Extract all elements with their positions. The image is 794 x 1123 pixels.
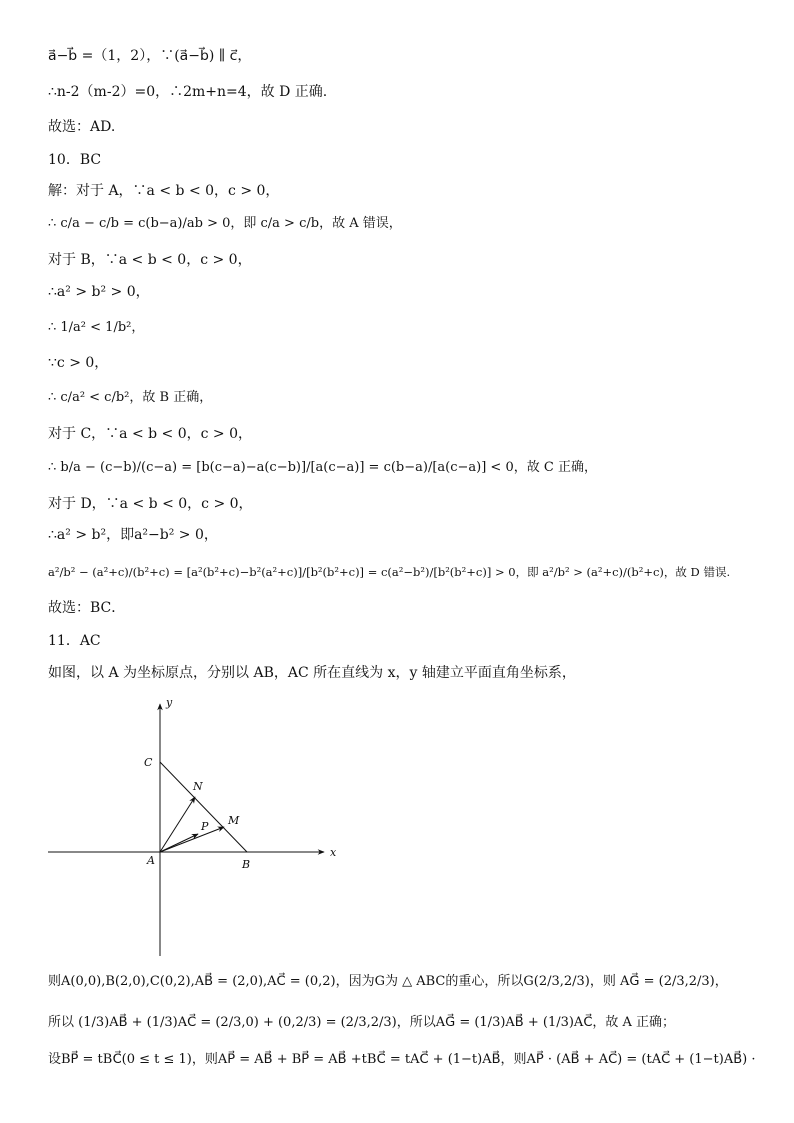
text-line-6: ∴ c/a − c/b = c(b−a)/ab > 0，即 c/a > c/b，故 A 错误，: [48, 216, 402, 231]
label-b: B: [242, 858, 251, 871]
text-line-13: ∴ b/a − (c−b)/(c−a) = [b(c−a)−a(c−b)]/[a(c−a)] = c(b−a)/[a(c−a)] < 0，故 C 正确，: [48, 460, 597, 475]
text-line-20: 则A(0,0),B(2,0),C(0,2),AB⃗ = (2,0),AC⃗ = (0,2)，因为G为 △ ABC的重心，所以G(2/3,2/3)，则 AG⃗ = (2/3,2/3)，: [48, 974, 728, 989]
text-line-19: 如图，以 A 为坐标原点，分别以 AB，AC 所在直线为 x，y 轴建立平面直角坐标系，: [48, 665, 576, 681]
text-line-5: 解：对于 A，∵a < b < 0，c > 0，: [48, 183, 280, 199]
text-line-2: ∴n-2（m-2）=0，∴2m+n=4，故 D 正确.: [48, 84, 328, 100]
label-y: y: [166, 696, 173, 709]
text-line-22: 设BP⃗ = tBC⃗(0 ≤ t ≤ 1)，则AP⃗ = AB⃗ + BP⃗ = AB⃗ +tBC⃗ = tAC⃗ + (1−t)AB⃗，则AP⃗ · (AB⃗ + AC⃗) = (tAC⃗ + (1−t)AB⃗) ·: [48, 1052, 756, 1067]
text-line-11: ∴ c/a² < c/b²，故 B 正确，: [48, 390, 213, 405]
question-heading-11: 11．AC: [48, 633, 101, 649]
label-p: P: [201, 820, 209, 833]
label-a: A: [147, 854, 155, 867]
vector-am: [160, 827, 224, 852]
label-n: N: [193, 780, 203, 793]
segment-cb: [160, 762, 247, 852]
text-line-1: a⃗−b⃗ =（1，2），∵(a⃗−b⃗) ∥ c⃗，: [48, 48, 252, 64]
label-x: x: [330, 846, 337, 859]
text-line-21: 所以 (1/3)AB⃗ + (1/3)AC⃗ = (2/3,0) + (0,2/3) = (2/3,2/3)，所以AG⃗ = (1/3)AB⃗ + (1/3)AC⃗，故 A 正确；: [48, 1015, 676, 1030]
question-heading-10: 10．BC: [48, 152, 102, 168]
coordinate-diagram: [40, 694, 340, 958]
label-m: M: [228, 814, 240, 827]
text-line-3: 故选：AD.: [48, 119, 116, 135]
text-line-12: 对于 C，∵a < b < 0，c > 0，: [48, 426, 253, 442]
text-line-14: 对于 D，∵a < b < 0，c > 0，: [48, 496, 253, 512]
text-line-17: 故选：BC．: [48, 600, 126, 616]
text-line-16: a²/b² − (a²+c)/(b²+c) = [a²(b²+c)−b²(a²+c)]/[b²(b²+c)] = c(a²−b²)/[b²(b²+c)] > 0，即 a²/b² > (a²+c)/(b²+c)，故 D 错误.: [48, 565, 731, 579]
text-line-15: ∴a² > b²，即a²−b² > 0，: [48, 527, 218, 543]
text-line-9: ∴ 1/a² < 1/b²，: [48, 320, 145, 335]
text-line-7: 对于 B，∵a < b < 0，c > 0，: [48, 252, 252, 268]
text-line-10: ∵c > 0，: [48, 355, 109, 371]
label-c: C: [144, 756, 153, 769]
text-line-8: ∴a² > b² > 0，: [48, 284, 150, 300]
